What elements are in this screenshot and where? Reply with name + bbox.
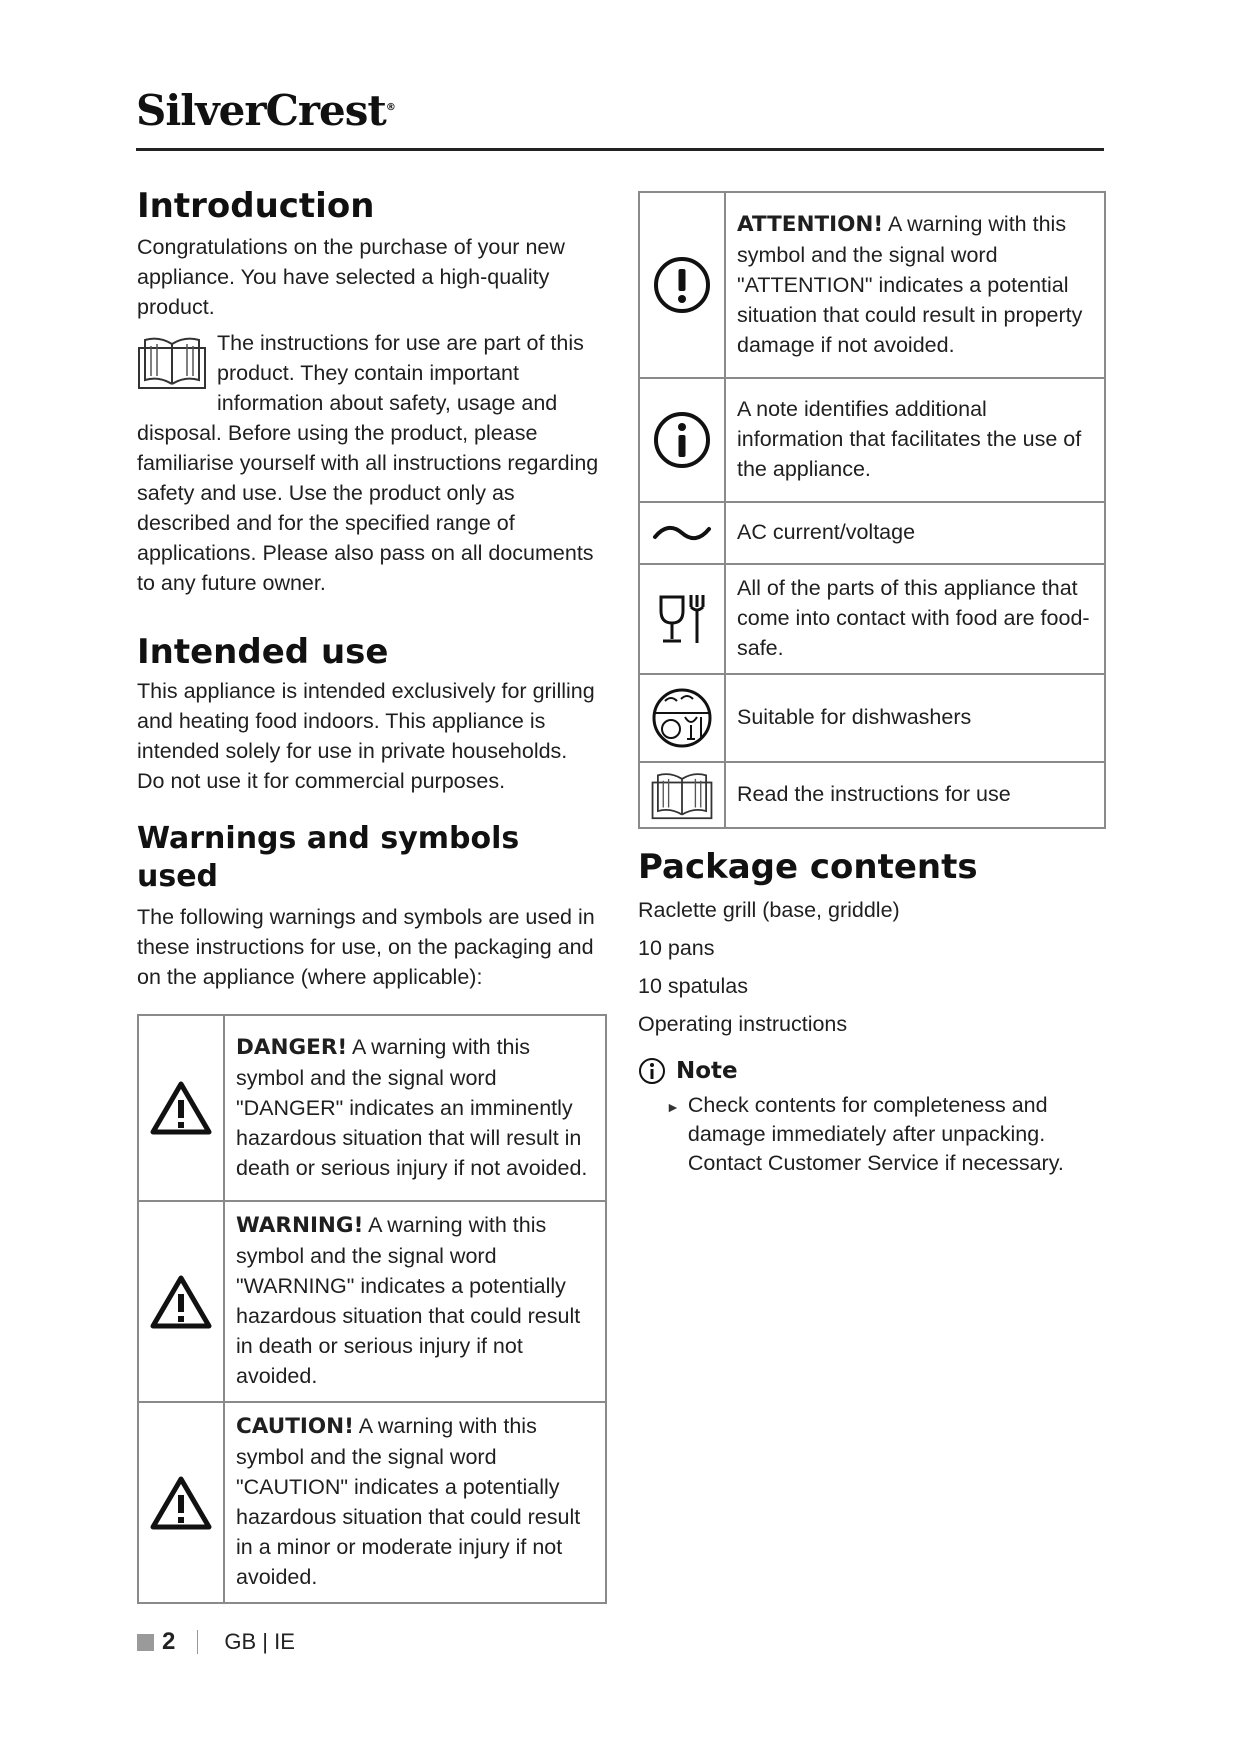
book-icon: [137, 334, 207, 392]
intended-use-paragraph-2: Do not use it for commercial purposes.: [137, 769, 506, 793]
caution-row: [138, 1402, 606, 1603]
dishwasher-row: [639, 674, 1105, 762]
read-instructions-cell-icon: [639, 762, 725, 828]
exclamation-circle-icon: [652, 255, 712, 315]
attention-cell-text: [725, 192, 1105, 378]
info-circle-icon: [638, 1057, 666, 1085]
note-header: [638, 1057, 1106, 1085]
ac-row: [639, 502, 1105, 564]
attention-signal-word: ATTENTION!: [737, 211, 884, 237]
caution-triangle-icon: [150, 1475, 212, 1531]
note-label: Note: [676, 1058, 738, 1084]
dishwasher-cell-icon: [639, 674, 725, 762]
caution-description: A warning with this symbol and the signal word "CAUTION" indicates a potentially hazardous situation that could result in a minor or moderate injury if not avoided.: [236, 1414, 581, 1589]
ac-tilde-icon: [652, 521, 712, 545]
danger-signal-word: DANGER!: [236, 1034, 348, 1060]
danger-triangle-icon: [150, 1080, 212, 1136]
attention-row: [639, 192, 1105, 378]
warning-description: A warning with this symbol and the signal word "WARNING" indicates a potentially hazardous situation that could result in death or serious injury if not avoided.: [236, 1213, 581, 1388]
page-footer: [137, 1628, 295, 1656]
triangle-bullet-icon: ►: [666, 1099, 680, 1115]
warning-cell-icon: [138, 1201, 224, 1402]
header-divider: [136, 148, 1104, 151]
food-safe-row: [639, 564, 1105, 674]
package-contents-list: [638, 895, 1106, 1039]
symbols-table: [638, 191, 1106, 829]
footer-separator: [197, 1630, 198, 1654]
warning-row: [138, 1201, 606, 1402]
introduction-heading: Introduction: [137, 186, 375, 226]
attention-description: A warning with this symbol and the signal word "ATTENTION" indicates a potential situation that could result in property damage if not avoided.: [737, 211, 1083, 357]
intended-use-paragraph-1: This appliance is intended exclusively for grilling and heating food indoors. This appliance is intended solely for use in private households.: [137, 679, 595, 763]
danger-cell-icon: [138, 1015, 224, 1201]
attention-cell-icon: [639, 192, 725, 378]
dishwasher-icon: [651, 687, 713, 749]
left-column: [137, 186, 607, 1604]
note-content: [666, 1091, 1106, 1178]
read-instructions-cell-text: Read the instructions for use: [725, 762, 1105, 828]
right-column: [638, 191, 1106, 1178]
book-icon: [650, 770, 714, 820]
info-circle-icon: [652, 410, 712, 470]
warnings-heading: Warnings and symbols used: [137, 821, 520, 894]
introduction-paragraph-2: The instructions for use are part of this product. They contain important information about safety, usage and disposal. Before using the product, please familiarise yourself with all instructions regarding safety and use. Use the product only as described and for the specified range of applications. Please also pass on all documents to any future owner.: [137, 331, 599, 595]
read-instructions-row: [639, 762, 1105, 828]
introduction-paragraph-1: Congratulations on the purchase of your new appliance. You have selected a high-quality product.: [137, 235, 565, 319]
ac-cell-text: AC current/voltage: [725, 502, 1105, 564]
note-text: Check contents for completeness and damage immediately after unpacking. Contact Customer Service if necessary.: [687, 1093, 1064, 1175]
food-safe-cell-icon: [639, 564, 725, 674]
package-contents-heading: Package contents: [638, 847, 978, 887]
package-item: Raclette grill (base, griddle): [638, 898, 900, 922]
warnings-table: [137, 1014, 607, 1604]
warning-triangle-icon: [150, 1274, 212, 1330]
brand-logo: [136, 86, 395, 135]
danger-description: A warning with this symbol and the signal word "DANGER" indicates an imminently hazardous situation that will result in death or serious injury if not avoided.: [236, 1034, 588, 1180]
food-safe-cell-text: All of the parts of this appliance that come into contact with food are food-safe.: [725, 564, 1105, 674]
introduction-block-2: [137, 328, 607, 598]
note-cell-text: A note identifies additional information that facilitates the use of the appliance.: [725, 378, 1105, 502]
warning-cell-text: [224, 1201, 606, 1402]
caution-cell-icon: [138, 1402, 224, 1603]
caution-cell-text: [224, 1402, 606, 1603]
package-item: Operating instructions: [638, 1012, 848, 1036]
footer-square-icon: [137, 1634, 154, 1651]
danger-row: [138, 1015, 606, 1201]
brand-name: SilverCrest: [136, 86, 386, 135]
language-code: GB | IE: [224, 1629, 295, 1654]
warnings-intro: The following warnings and symbols are used in these instructions for use, on the packaging and on the appliance (where applicable):: [137, 905, 595, 989]
brand-registered-mark: ®: [385, 102, 395, 113]
note-cell-icon: [639, 378, 725, 502]
package-item: 10 spatulas: [638, 974, 748, 998]
caution-signal-word: CAUTION!: [236, 1414, 354, 1439]
intended-use-heading: Intended use: [137, 632, 389, 672]
ac-cell-icon: [639, 502, 725, 564]
dishwasher-cell-text: Suitable for dishwashers: [725, 674, 1105, 762]
glass-fork-icon: [655, 591, 709, 647]
danger-cell-text: [224, 1015, 606, 1201]
note-row: [639, 378, 1105, 502]
package-item: 10 pans: [638, 936, 715, 960]
page-number: 2: [162, 1628, 176, 1655]
warning-signal-word: WARNING!: [236, 1213, 364, 1238]
